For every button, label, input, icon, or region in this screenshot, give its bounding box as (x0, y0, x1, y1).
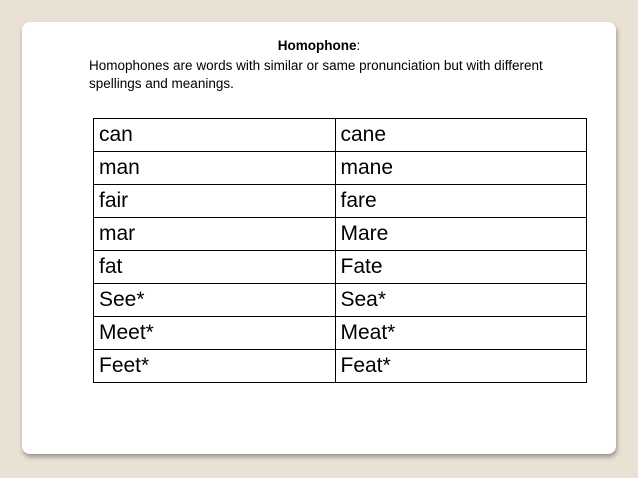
homophone-table (93, 118, 587, 383)
table-row (94, 251, 587, 284)
homophone-cell: mane (335, 152, 587, 185)
word-cell: See* (94, 284, 336, 317)
definition-text: Homophones are words with similar or same pronunciation but with different spellings and meanings. (89, 58, 543, 91)
homophone-cell: cane (335, 119, 587, 152)
word-cell: Feet* (94, 350, 336, 383)
slide (22, 22, 616, 454)
table-row (94, 119, 587, 152)
table-row (94, 350, 587, 383)
word-cell: man (94, 152, 336, 185)
heading-colon: : (356, 38, 361, 53)
homophone-cell: Feat* (335, 350, 587, 383)
homophone-cell: Sea* (335, 284, 587, 317)
table-row (94, 185, 587, 218)
heading-title: Homophone (277, 38, 357, 53)
table-row (94, 152, 587, 185)
homophone-cell: Meat* (335, 317, 587, 350)
word-cell: mar (94, 218, 336, 251)
word-cell: fair (94, 185, 336, 218)
homophone-cell: Mare (335, 218, 587, 251)
word-cell: fat (94, 251, 336, 284)
table-row (94, 284, 587, 317)
table-row (94, 317, 587, 350)
table-row (94, 218, 587, 251)
homophone-cell: Fate (335, 251, 587, 284)
word-cell: Meet* (94, 317, 336, 350)
homophone-cell: fare (335, 185, 587, 218)
slide-heading (22, 37, 616, 54)
word-cell: can (94, 119, 336, 152)
